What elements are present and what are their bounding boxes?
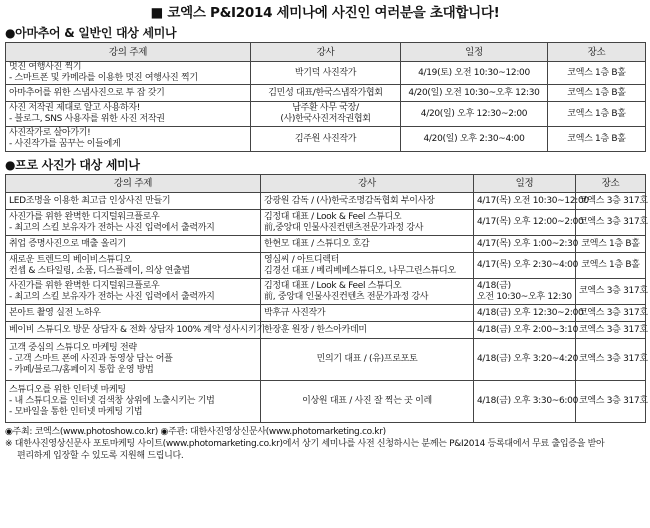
header-place: 장소 (548, 43, 646, 62)
table-row (6, 305, 646, 322)
table-row (6, 127, 646, 152)
speaker-cell: 한현모 대표 / 스튜디오 호감 (261, 236, 474, 253)
table-row (6, 236, 646, 253)
header-topic: 강의 주제 (6, 175, 261, 193)
organizer-line: ◉주최: 코엑스(www.photoshow.co.kr) ◉주관: 대한사진영상신문사(www.photomarketing.co.kr) (5, 427, 386, 437)
topic-cell: 아마추어를 위한 스냅사진으로 투 잡 갖기 (6, 85, 251, 102)
registration-note-cont: 편리하게 입장할 수 있도록 지원해 드립니다. (17, 451, 184, 461)
speaker-cell: 김정대 대표 / Look & Feel 스튜디오 前, 중앙대 인물사진컨텐츠 전문가과정 강사 (261, 279, 474, 305)
topic-cell: 새로운 트렌드의 베이비스튜디오 컨셉 & 스타일링, 소품, 디스플레이, 의상 연출법 (6, 253, 261, 279)
place-cell: 코엑스 3층 317호 (576, 193, 646, 210)
place-cell: 코엑스 3층 317호 (576, 210, 646, 236)
date-cell: 4/17(목) 오후 2:30~4:00 (474, 253, 576, 279)
topic-cell: 사진가를 위한 완벽한 디지털워크플로우 - 최고의 스킬 보유자가 전하는 사진 입력에서 출력까지 (6, 210, 261, 236)
topic-cell: 사진가를 위한 완벽한 디지털워크플로우 - 최고의 스킬 보유자가 전하는 사진 입력에서 출력까지 (6, 279, 261, 305)
topic-cell: 사진작가로 살아가기! - 사진작가를 꿈꾸는 이들에게 (6, 127, 251, 152)
topic-cell: 스튜디오를 위한 인터넷 마케팅 - 내 스튜디오를 인터넷 검색창 상위에 노출시키는 기법 - 모바일을 통한 인터넷 마케팅 기법 (6, 381, 261, 423)
speaker-cell: 남주환 사무 국장/ (사)한국사진저작권협회 (251, 102, 401, 127)
place-cell: 코엑스 3층 317호 (576, 381, 646, 423)
table-row (6, 381, 646, 423)
date-cell: 4/18(금) 오후 3:30~6:00 (474, 381, 576, 423)
section2-title: ●프로 사진가 대상 세미나 (5, 158, 140, 172)
speaker-cell: 한장훈 원장 / 한스아카데미 (261, 322, 474, 339)
place-cell: 코엑스 3층 317호 (576, 305, 646, 322)
table-row (6, 85, 646, 102)
date-cell: 4/18(금) 오후 2:00~3:10 (474, 322, 576, 339)
table-row (6, 210, 646, 236)
header-date: 일정 (401, 43, 548, 62)
date-cell: 4/20(일) 오후 2:30~4:00 (401, 127, 548, 152)
table-row (6, 102, 646, 127)
speaker-cell: 이상원 대표 / 사진 잘 찍는 곳 이레 (261, 381, 474, 423)
topic-cell: 멋진 여행사진 찍기 - 스마트폰 및 카메라를 이용한 멋진 여행사진 찍기 (6, 62, 251, 85)
date-cell: 4/18(금) 오후 12:30~2:00 (474, 305, 576, 322)
topic-cell: 고객 중심의 스튜디오 마케팅 전략 - 고객 스마트 폰에 사진과 동영상 담는 어플 - 카페/블로그/홈페이지 통합 운영 방법 (6, 339, 261, 381)
speaker-cell: 강광원 감독 / (사)한국조명감독협회 부이사장 (261, 193, 474, 210)
topic-cell: 취업 증명사진으로 매출 올리기 (6, 236, 261, 253)
header-place: 장소 (576, 175, 646, 193)
date-cell: 4/18(금) 오후 3:20~4:20 (474, 339, 576, 381)
footer-notes (5, 426, 645, 462)
date-cell: 4/20(일) 오전 10:30~오후 12:30 (401, 85, 548, 102)
place-cell: 코엑스 1층 B홀 (576, 253, 646, 279)
registration-note: ※ 대한사진영상신문사 포토마케팅 사이트(www.photomarketing.co.kr)에서 상기 세미나를 사전 신청하시는 분께는 P&I2014 등록대에서 무료 출입증을 받아 (5, 439, 605, 449)
table-row (6, 279, 646, 305)
place-cell: 코엑스 3층 317호 (576, 279, 646, 305)
table-row (6, 193, 646, 210)
table-row (6, 62, 646, 85)
speaker-cell: 박기덕 사진작가 (251, 62, 401, 85)
pro-seminar-table (5, 174, 646, 423)
speaker-cell: 박후규 사진작가 (261, 305, 474, 322)
place-cell: 코엑스 1층 B홀 (548, 102, 646, 127)
topic-cell: LED조명을 이용한 최고급 인상사진 만들기 (6, 193, 261, 210)
speaker-cell: 영심씨 / 아트디렉터 김경선 대표 / 베리베베스튜디오, 나무그린스튜디오 (261, 253, 474, 279)
topic-cell: 본아트 촬영 실전 노하우 (6, 305, 261, 322)
speaker-cell: 김민성 대표/한국스냅작가협회 (251, 85, 401, 102)
place-cell: 코엑스 1층 B홀 (576, 236, 646, 253)
date-cell: 4/17(목) 오전 10:30~12:00 (474, 193, 576, 210)
date-cell: 4/19(토) 오전 10:30~12:00 (401, 62, 548, 85)
header-speaker: 강사 (251, 43, 401, 62)
place-cell: 코엑스 1층 B홀 (548, 62, 646, 85)
place-cell: 코엑스 1층 B홀 (548, 85, 646, 102)
header-speaker: 강사 (261, 175, 474, 193)
place-cell: 코엑스 3층 317호 (576, 322, 646, 339)
place-cell: 코엑스 1층 B홀 (548, 127, 646, 152)
table-row (6, 322, 646, 339)
topic-cell: 사진 저작권 제대로 알고 사용하자! - 블로그, SNS 사용자를 위한 사진 저작권 (6, 102, 251, 127)
speaker-cell: 김주원 사진작가 (251, 127, 401, 152)
table-row (6, 253, 646, 279)
section1-title: ●아마추어 & 일반인 대상 세미나 (5, 26, 177, 40)
date-cell: 4/17(목) 오후 1:00~2:30 (474, 236, 576, 253)
page-title: ■ 코엑스 P&I2014 세미나에 사진인 여러분을 초대합니다! (150, 5, 500, 21)
date-cell: 4/17(목) 오후 12:00~2:00 (474, 210, 576, 236)
date-cell: 4/20(일) 오후 12:30~2:00 (401, 102, 548, 127)
place-cell: 코엑스 3층 317호 (576, 339, 646, 381)
table-header-row (6, 175, 646, 193)
table-header-row (6, 43, 646, 62)
topic-cell: 베이비 스튜디오 방문 상담자 & 전화 상담자 100% 계약 성사시키기 (6, 322, 261, 339)
speaker-cell: 민의기 대표 / (유)프로포토 (261, 339, 474, 381)
date-cell: 4/18(금) 오전 10:30~오후 12:30 (474, 279, 576, 305)
header-topic: 강의 주제 (6, 43, 251, 62)
table-row (6, 339, 646, 381)
header-date: 일정 (474, 175, 576, 193)
speaker-cell: 김정대 대표 / Look & Feel 스튜디오 前,중앙대 인물사진컨텐츠전문가과정 강사 (261, 210, 474, 236)
amateur-seminar-table (5, 42, 646, 152)
